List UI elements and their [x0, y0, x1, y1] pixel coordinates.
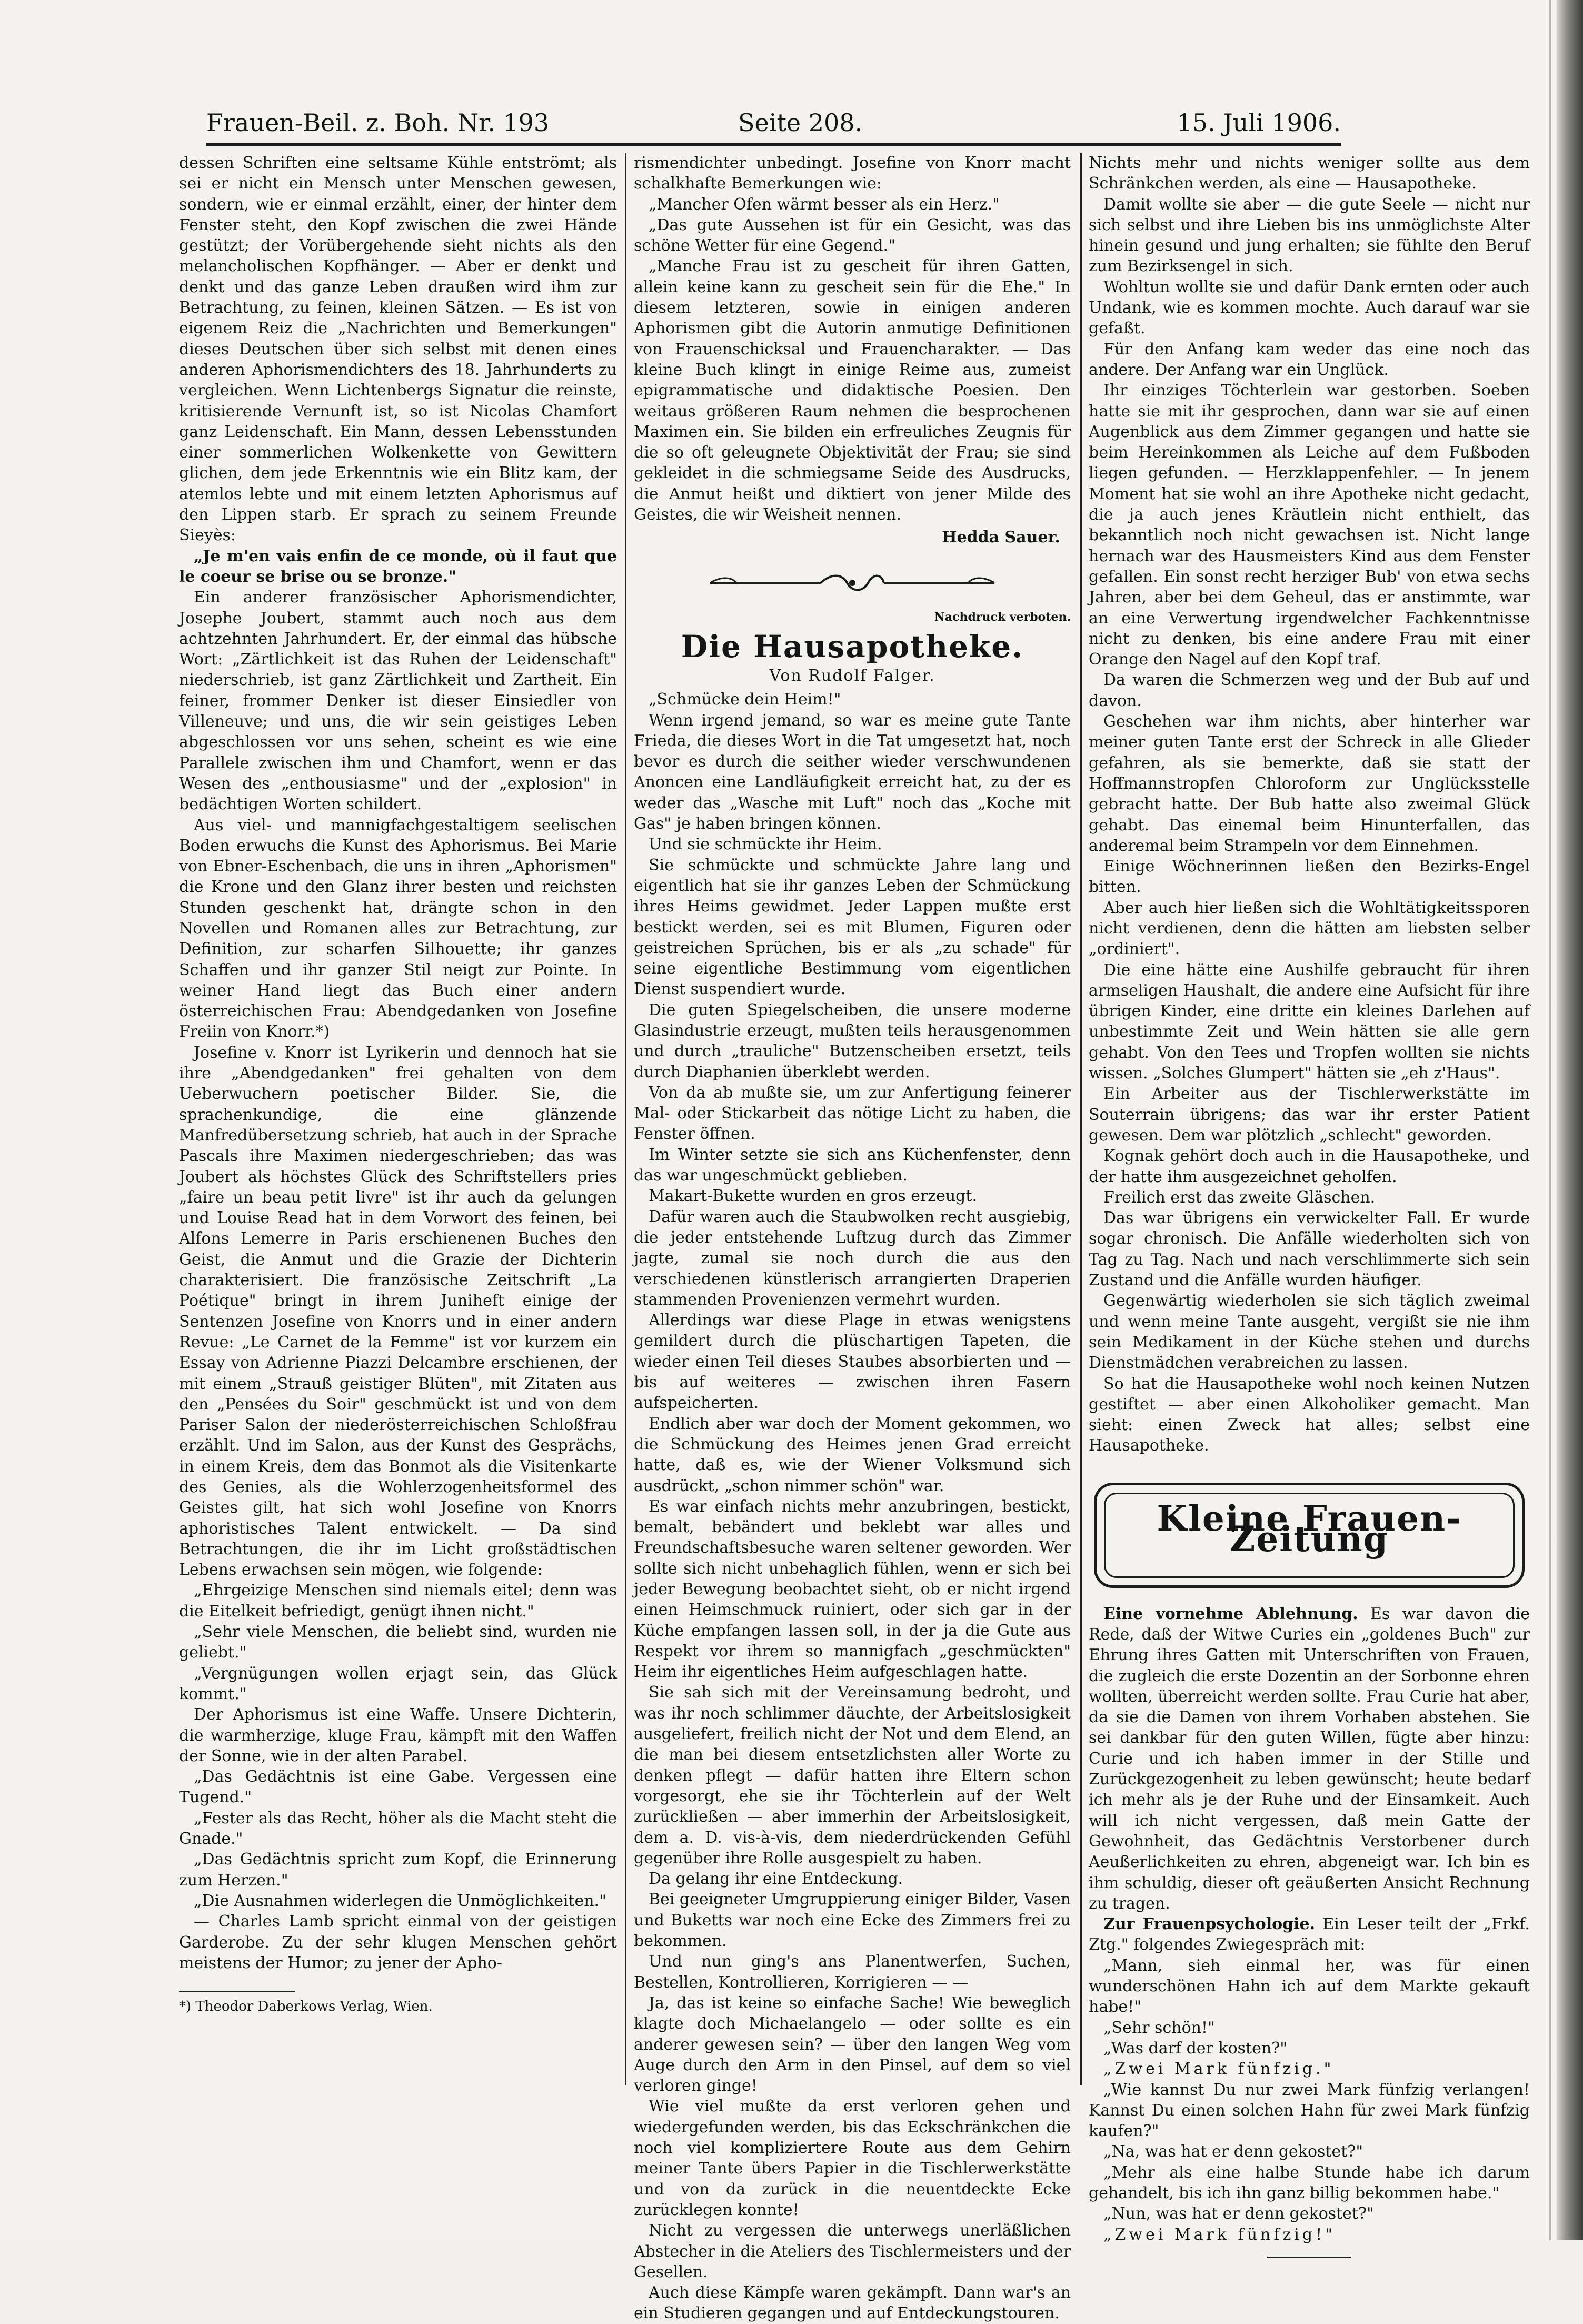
- story-paragraph: Wie viel mußte da erst verloren gehen und wiedergefunden werden, bis das Eckschränkchen die noch viel kompliziertere Route aus dem Gehirn meiner Tante übers Papier in die Tischlerwerkstätte und von da zurück in die neuentdeckte Ecke zurücklegen konnte!: [634, 2097, 1071, 2219]
- story-paragraph: Da gelang ihr eine Entdeckung.: [649, 1870, 903, 1889]
- story-paragraph: Von da ab mußte sie, um zur Anfertigung feinerer Mal- oder Stickarbeit das nötige Licht zu haben, die Fenster öffnen.: [634, 1083, 1071, 1144]
- story-paragraph: Wenn irgend jemand, so war es meine gute Tante Frieda, die dieses Wort in die Tat umgesetzt hat, noch bevor es durch die seither wieder verschwundenen Anoncen eine Landläufigkeit erreicht hat, zu der es weder das „Wasche mit Luft" noch das „Koche mit Gas" je haben bringen können.: [634, 711, 1071, 833]
- section-title-box: [1094, 1483, 1525, 1588]
- dialogue-line: „Zwei Mark fünfzig.": [1103, 2060, 1335, 2079]
- story-paragraph: Sie schmückte und schmückte Jahre lang und eigentlich hat sie ihr ganzes Leben der Schmückung ihres Heims gewidmet. Jeder Lappen mußte erst bestickt werden, sei es mit Blumen, Figuren oder geistreichen Sprüchen, bis er als „zu schade" für seine eigentliche Bestimmung vom eigentlichen Dienst suspendiert wurde.: [634, 856, 1071, 999]
- header-publication: Frauen-Beil. z. Boh. Nr. 193: [206, 108, 550, 137]
- story-paragraph: Aber auch hier ließen sich die Wohltätigkeitssporen nicht verdienen, denn die hätten am liebsten selber „ordiniert".: [1089, 898, 1530, 959]
- story-paragraph: Die eine hätte eine Aushilfe gebraucht für ihren armseligen Haushalt, die andere eine Aufsicht für ihre übrigen Kinder, eine dritte ein kleines Darlehen auf unbestimmte Zeit und Wein hätten sie alle gern gehabt. Von den Tees und Tropfen wollten sie nichts wissen. „Solches Glumpert" hätten sie „eh z'Haus".: [1089, 960, 1530, 1083]
- story-paragraph: Die guten Spiegelscheiben, die unsere moderne Glasindustrie erzeugt, mußten teils herausgenommen und durch „trauliche" Butzenscheiben ersetzt, teils durch Diaphanien überklebt werden.: [634, 1000, 1071, 1081]
- binding-shadow: [1557, 0, 1583, 2240]
- story-paragraph: Bei geeigneter Umgruppierung einiger Bilder, Vasen und Buketts war noch eine Ecke des Zimmers frei zu bekommen.: [634, 1890, 1071, 1951]
- article-paragraph: Josefine v. Knorr ist Lyrikerin und dennoch hat sie ihre „Abendgedanken" frei gehalten von dem Ueberwuchern poetischer Bilder. Sie, die sprachenkundige, die eine glänzende Manfredübersetzung schrieb, hat auch in der Sprache Pascals ihre Maximen niedergeschrieben; das was Joubert als höchstes Glück des Schriftstellers pries „faire un beau petit livre" ist ihr auch da gelungen und Louise Read hat in dem Vorwort des feinen, bei Alfons Lemerre in Paris erschienenen Buches den Geist, die Anmut und die Grazie der Dichterin charakterisiert. Die französische Zeitschrift „La Poétique" bringt in ihrem Juniheft einige der Sentenzen Josefine von Knorrs und in einer andern Revue: „Le Carnet de la Femme" ist vor kurzem ein Essay von Adrienne Piazzi Delcambre erschienen, der mit einem „Strauß geistiger Blüten", mit Zitaten aus den „Pensées du Soir" geschmückt ist und von dem Pariser Salon der niederösterreichischen Schloßfrau erzählt. Und im Salon, aus der Kunst des Gesprächs, in einem Kreis, dem das Bonmot als die Visitenkarte des Genies, als die Wohlerzogenheitsformel des Geistes gilt, hat sich wohl Josefine von Knorrs aphoristisches Talent entwickelt. — Da sind Betrachtungen, die ihr im Licht großstädtischen Lebens erwachsen sein mögen, wie folgende:: [179, 1043, 617, 1580]
- story-paragraph: So hat die Hausapotheke wohl noch keinen Nutzen gestiftet — aber einen Alkoholiker gemacht. Man sieht: einen Zweck hat alles; selbst eine Hausapotheke.: [1089, 1374, 1530, 1455]
- article-paragraph: Aus viel- und mannigfachgestaltigem seelischen Boden erwuchs die Kunst des Aphorismus. Bei Marie von Ebner-Eschenbach, die uns in ihren „Aphorismen" die Krone und den Glanz ihrer besten und reichsten Stunden geschenkt hat, drängte schon in den Novellen und Romanen alles zur Betrachtung, zur Definition, zur scharfen Silhouette; ihr ganzes Schaffen und ihr ganzer Stil neigt zur Pointe. In weiner Hand liegt das Buch einer andern österreichischen Frau: Abendgedanken von Josefine Freiin von Knorr.*): [179, 816, 617, 1041]
- end-rule: [1267, 2257, 1351, 2258]
- column-1: [179, 153, 617, 2080]
- dialogue-line: „Wie kannst Du nur zwei Mark fünfzig verlangen! Kannst Du einen solchen Hahn für zwei Mark fünfzig kaufen?": [1089, 2080, 1530, 2141]
- story-paragraph: Gegenwärtig wiederholen sie sich täglich zweimal und wenn meine Tante ausgeht, vergißt sie nie ihm sein Medikament in der Küche stehen und durchs Dienstmädchen verabreichen zu lassen.: [1089, 1292, 1530, 1373]
- column-divider: [625, 153, 626, 2085]
- story-paragraph: Für den Anfang kam weder das eine noch das andere. Der Anfang war ein Unglück.: [1089, 340, 1530, 379]
- article-paragraph: Ein anderer französischer Aphorismendichter, Josephe Joubert, stammt auch noch aus dem achtzehnten Jahrhundert. Er, der einmal das hübsche Wort: „Zärtlichkeit ist das Ruhen der Leidenschaft" niederschrieb, ist ganz Zärtlichkeit und Zartheit. Ein feiner, frommer Denker ist dieser Einsiedler von Villeneuve; und uns, die wir sein geistiges Leben abgeschlossen vor uns sehen, scheint es wie eine Parallele zwischen ihm und Chamfort, wenn er das Wesen des „enthousiasme" und der „explosion" in bedächtigen Worten schildert.: [179, 588, 617, 814]
- dialogue-line: „Mann, sieh einmal her, was für einen wunderschönen Hahn ich auf dem Markte gekauft habe!": [1089, 1956, 1530, 2017]
- quote-paragraph: „Das Gedächtnis spricht zum Kopf, die Erinnerung zum Herzen.": [179, 1850, 617, 1890]
- story-paragraph: Und nun ging's ans Planentwerfen, Suchen, Bestellen, Kontrollieren, Korrigieren — —: [634, 1952, 1071, 1992]
- story-paragraph: Und sie schmückte ihr Heim.: [649, 835, 882, 854]
- story-paragraph: Sie sah sich mit der Vereinsamung bedroht, und was ihr noch schlimmer däuchte, der Arbeitslosigkeit ausgeliefert, freilich nicht der Not und dem Elend, an die man bei diesem entsetzlichsten aller Worte zu denken pflegt — dafür hatten ihre Eltern schon vorgesorgt, ehe sie ihr Töchterlein auf der Welt zurückließen — aber immerhin der Arbeitslosigkeit, dem a. D. vis-à-vis, dem niederdrückenden Gefühl gegenüber ihre Rolle ausgespielt zu haben.: [634, 1683, 1071, 1868]
- story-paragraph: Es war einfach nichts mehr anzubringen, bestickt, bemalt, bebändert und beklebt war alles und Freundschaftsbesuche waren seltener geworden. Wer sollte sich nicht unbehaglich fühlen, wenn er sich bei jeder Bewegung beobachtet sieht, ob er nicht irgend einen Heimschmuck ruiniert, oder sich gar in der Küche empfangen lassen soll, in der ja die Gute aus Respekt vor ihrem so mannigfach „geschmückten" Heim ihr eigentliches Heim aufgeschlagen hatte.: [634, 1497, 1071, 1682]
- story-paragraph: Da waren die Schmerzen weg und der Bub auf und davon.: [1089, 671, 1530, 710]
- quote-paragraph: „Vergnügungen wollen erjagt sein, das Glück kommt.": [179, 1664, 617, 1703]
- news-text: Es war davon die Rede, daß der Witwe Curies ein „goldenes Buch" zur Ehrung ihres Gatten mit Unterschriften von Frauen, die zugleich die erste Dozentin an der Sorbonne ehren wollten, überreicht werden sollte. Frau Curie hat aber, da sie die Damen von ihrem Vorhaben abstehen. Sie sei dankbar für den guten Willen, fügte aber hinzu: Curie und ich haben immer in der Stille und Zurückgezogenheit zu leben gewünscht; heute bedarf ich mehr als je der Ruhe und der Einsamkeit. Auch will ich nicht vergessen, daß mein Gatte der Gewohnheit, das Gedächtnis Verstorbener durch Aeußerlichkeiten zu ehren, abgeneigt war. Ich bin es ihm schuldig, dieser oft geäußerten Ansicht Rechnung zu tragen.: [1089, 1604, 1530, 1913]
- article-paragraph: Der Aphorismus ist eine Waffe. Unsere Dichterin, die warmherzige, kluge Frau, kämpft mit den Waffen der Sonne, wie in der alten Parabel.: [179, 1705, 617, 1765]
- dialogue-line: „Sehr schön!": [1103, 2018, 1215, 2037]
- story-paragraph: Makart-Bukette wurden en gros erzeugt.: [649, 1187, 977, 1206]
- dialogue-line: „Na, was hat er denn gekostet?": [1103, 2142, 1363, 2161]
- story-paragraph: Kognak gehört doch auch in die Hausapotheke, und der hatte ihm ausgezeichnet geholfen.: [1089, 1147, 1530, 1186]
- news-heading: Zur Frauenpsychologie.: [1103, 1915, 1316, 1934]
- header-rule: [206, 143, 1341, 146]
- article-paragraph: rismendichter unbedingt. Josefine von Knorr macht schalkhafte Bemerkungen wie:: [634, 154, 1071, 193]
- story-paragraph: Nicht zu vergessen die unterwegs unerläßlichen Abstecher in die Ateliers des Tischlermeisters und der Gesellen.: [634, 2221, 1071, 2281]
- column-2: [634, 153, 1071, 2323]
- story-paragraph: Wohltun wollte sie und dafür Dank ernten oder auch Undank, wie es kommen mochte. Auch darauf war sie gefaßt.: [1089, 277, 1530, 338]
- story-paragraph: Nichts mehr und nichts weniger sollte aus dem Schränkchen werden, als eine — Hausapotheke.: [1089, 154, 1530, 193]
- reprint-notice: Nachdruck verboten.: [934, 610, 1071, 624]
- news-heading: Eine vornehme Ablehnung.: [1103, 1604, 1358, 1623]
- story-paragraph: Endlich aber war doch der Moment gekommen, wo die Schmückung des Heimes jenen Grad erreicht hatte, daß es, wie der Wiener Volksmund sich ausdrückt, „schon nimmer schön" war.: [634, 1414, 1071, 1495]
- dialogue-line: „Zwei Mark fünfzig!": [1103, 2225, 1336, 2244]
- story-paragraph: Auch diese Kämpfe waren gekämpft. Dann war's an ein Studieren gegangen und auf Entdeckungstouren.: [634, 2283, 1071, 2323]
- story-paragraph: Damit wollte sie aber — die gute Seele — nicht nur sich selbst und ihre Lieben bis ins unmöglichste Alter hinein gesund und jung erhalten; sie fühlte den Beruf zum Bezirksengel in sich.: [1089, 195, 1530, 276]
- story-paragraph: Freilich erst das zweite Gläschen.: [1103, 1188, 1376, 1207]
- quote-paragraph: „Fester als das Recht, höher als die Macht steht die Gnade.": [179, 1809, 617, 1849]
- quote-paragraph: „Ehrgeizige Menschen sind niemals eitel; denn was die Eitelkeit befriedigt, genügt ihnen nicht.": [179, 1581, 617, 1621]
- dialogue-line: „Nun, was hat er denn gekostet?": [1103, 2204, 1374, 2223]
- story-paragraph: Das war übrigens ein verwickelter Fall. Er wurde sogar chronisch. Die Anfälle wiederholten sich von Tag zu Tag. Nach und nach verschlimmerte sich sein Zustand und die Anfälle wurden häufiger.: [1089, 1209, 1530, 1290]
- dialogue-line: „Mehr als eine halbe Stunde habe ich darum gehandelt, bis ich ihn ganz billig bekommen habe.": [1089, 2163, 1530, 2203]
- column-divider: [1080, 153, 1082, 2085]
- news-item: [1089, 1914, 1530, 1955]
- header-date: 15. Juli 1906.: [1177, 108, 1341, 137]
- news-text: Ein Leser teilt der „Frkf. Ztg." folgendes Zwiegespräch mit:: [1089, 1915, 1530, 1954]
- story-paragraph: Geschehen war ihm nichts, aber hinterher war meiner guten Tante erst der Schreck in alle Glieder gefahren, als sie bemerkte, daß sie statt der Hoffmannstropfen Chloroform zur Unglücksstelle gebracht hatte. Der Bub hatte also zweimal Glück gehabt. Das einemal beim Hinunterfallen, das anderemal beim Strampeln vor dem Einnehmen.: [1089, 712, 1530, 855]
- article-paragraph: — Charles Lamb spricht einmal von der geistigen Garderobe. Zu der sehr klugen Menschen gehört meistens der Humor; zu jener der Apho-: [179, 1912, 617, 1972]
- story-title: Die Hausapotheke.: [681, 628, 1024, 664]
- story-paragraph: „Schmücke dein Heim!": [649, 690, 841, 709]
- quote-paragraph: „Die Ausnahmen widerlegen die Unmöglichkeiten.": [194, 1891, 606, 1910]
- quote-paragraph: „Sehr viele Menschen, die beliebt sind, wurden nie geliebt.": [179, 1623, 617, 1662]
- article-paragraph: dessen Schriften eine seltsame Kühle entströmt; als sei er nicht ein Mensch unter Menschen gewesen, sondern, wie er einmal erzählt, einer, der hinter dem Fenster steht, den Kopf zwischen die zwei Hände gestützt; der Vorübergehende sieht nichts als den melancholischen Kopfhänger. — Aber er denkt und denkt und das ganze Leben draußen wird ihm zur Betrachtung, zu feinen, kleinen Sätzen. — Es ist von eigenem Reiz die „Nachrichten und Bemerkungen" dieses Deutschen über sich selbst mit denen eines anderen Aphorismendichters des 18. Jahrhunderts zu vergleichen. Wenn Lichtenbergs Signatur die reinste, kritisierende Vernunft ist, so ist Nicolas Chamfort ganz Leidenschaft. Ein Mann, dessen Lebensstunden einer sommerlichen Wolkenkette von Gewittern glichen, dem jede Erkenntnis wie ein Blitz kam, der atemlos lebte und mit einem letzten Aphorismus auf den Lippen starb. Er sprach zu seinem Freunde Sieyès:: [179, 154, 617, 545]
- quote-paragraph: „Das gute Aussehen ist für ein Gesicht, was das schöne Wetter für eine Gegend.": [634, 215, 1071, 255]
- quote-paragraph: „Mancher Ofen wärmt besser als ein Herz.": [649, 195, 1000, 214]
- story-paragraph: Allerdings war diese Plage in etwas wenigstens gemildert durch die plüschartigen Tapeten, die wieder einen Teil dieses Staubes absorbierten und — bis auf weiteres — zwischen ihren Fasern aufspeicherten.: [634, 1311, 1071, 1413]
- story-paragraph: Dafür waren auch die Staubwolken recht ausgiebig, die jeder entstehende Luftzug durch das Zimmer jagte, zumal sie noch durch die aus den verschiedenen künstlerisch arrangierten Draperien stammenden Provenienzen vermehrt wurden.: [634, 1207, 1071, 1309]
- story-paragraph: Ihr einziges Töchterlein war gestorben. Soeben hatte sie mit ihr gesprochen, dann war sie auf einen Augenblick aus dem Zimmer gegangen und hatte sie beim Hereinkommen als Leiche auf dem Fußboden liegen gefunden. — Herzklappenfehler. — In jenem Moment hat sie wohl an ihre Apotheke nicht gedacht, die ja auch jenes Kräutlein nicht enthielt, das bekanntlich noch nicht gewachsen ist. Nicht lange hernach war des Hausmeisters Kind aus dem Fenster gefallen. Ein sonst recht herziger Bub' von etwa sechs Jahren, aber bei dem Geheul, das er anstimmte, war an eine Verwertung irgendwelcher Fachkenntnisse nicht zu denken, bis eine andere Frau mit einer Orange den Nagel auf den Kopf traf.: [1089, 381, 1530, 669]
- story-paragraph: Ein Arbeiter aus der Tischlerwerkstätte im Souterrain übrigens; das war ihr erster Patient gewesen. Dem war plötzlich „schlecht" geworden.: [1089, 1085, 1530, 1145]
- page-edge: [1549, 0, 1551, 2240]
- quote-paragraph: „Je m'en vais enfin de ce monde, où il faut que le coeur se brise ou se bronze.": [179, 547, 617, 586]
- section-title: Kleine Frauen-Zeitung: [1157, 1497, 1462, 1560]
- header-page-number: Seite 208.: [738, 108, 863, 137]
- quote-paragraph: „Das Gedächtnis ist eine Gabe. Vergessen eine Tugend.": [179, 1767, 617, 1807]
- story-paragraph: Im Winter setzte sie sich ans Küchenfenster, denn das war ungeschmückt geblieben.: [634, 1145, 1071, 1185]
- dialogue-line: „Was darf der kosten?": [1103, 2039, 1288, 2058]
- footnote-rule: [179, 1991, 295, 1992]
- story-byline: Von Rudolf Falger.: [769, 666, 935, 685]
- footnote: *) Theodor Daberkows Verlag, Wien.: [179, 1999, 433, 2015]
- news-item: [1089, 1604, 1530, 1914]
- column-3: [1089, 153, 1530, 2244]
- article-paragraph: „Manche Frau ist zu gescheit für ihren Gatten, allein keine kann zu gescheit sein für die Ehe." In diesem letzteren, sowie in einigen anderen Aphorismen gibt die Autorin anmutige Definitionen von Frauenschicksal und Frauencharakter. — Das kleine Buch klingt in einige Reime aus, zumeist epigrammatische und didaktische Poesien. Den weitaus größeren Raum nehmen die besprochenen Maximen ein. Sie bilden ein erfreuliches Zeugnis für die so oft geleugnete Objektivität der Frau; sie sind gekleidet in die schmiegsame Seide des Ausdrucks, die Anmut heißt und diktiert von jener Milde des Geistes, die wir Weisheit nennen.: [634, 257, 1071, 524]
- ornament-divider: [700, 572, 1005, 593]
- page-header: [206, 105, 1341, 142]
- story-paragraph: Ja, das ist keine so einfache Sache! Wie beweglich klagte doch Michaelangelo — oder sollte es ein anderer gewesen sein? — über den langen Weg vom Auge durch den Arm in den Pinsel, auf dem so viel verloren ginge!: [634, 1993, 1071, 2095]
- story-paragraph: Einige Wöchnerinnen ließen den Bezirks-Engel bitten.: [1089, 857, 1530, 897]
- author-signature: Hedda Sauer.: [942, 528, 1060, 547]
